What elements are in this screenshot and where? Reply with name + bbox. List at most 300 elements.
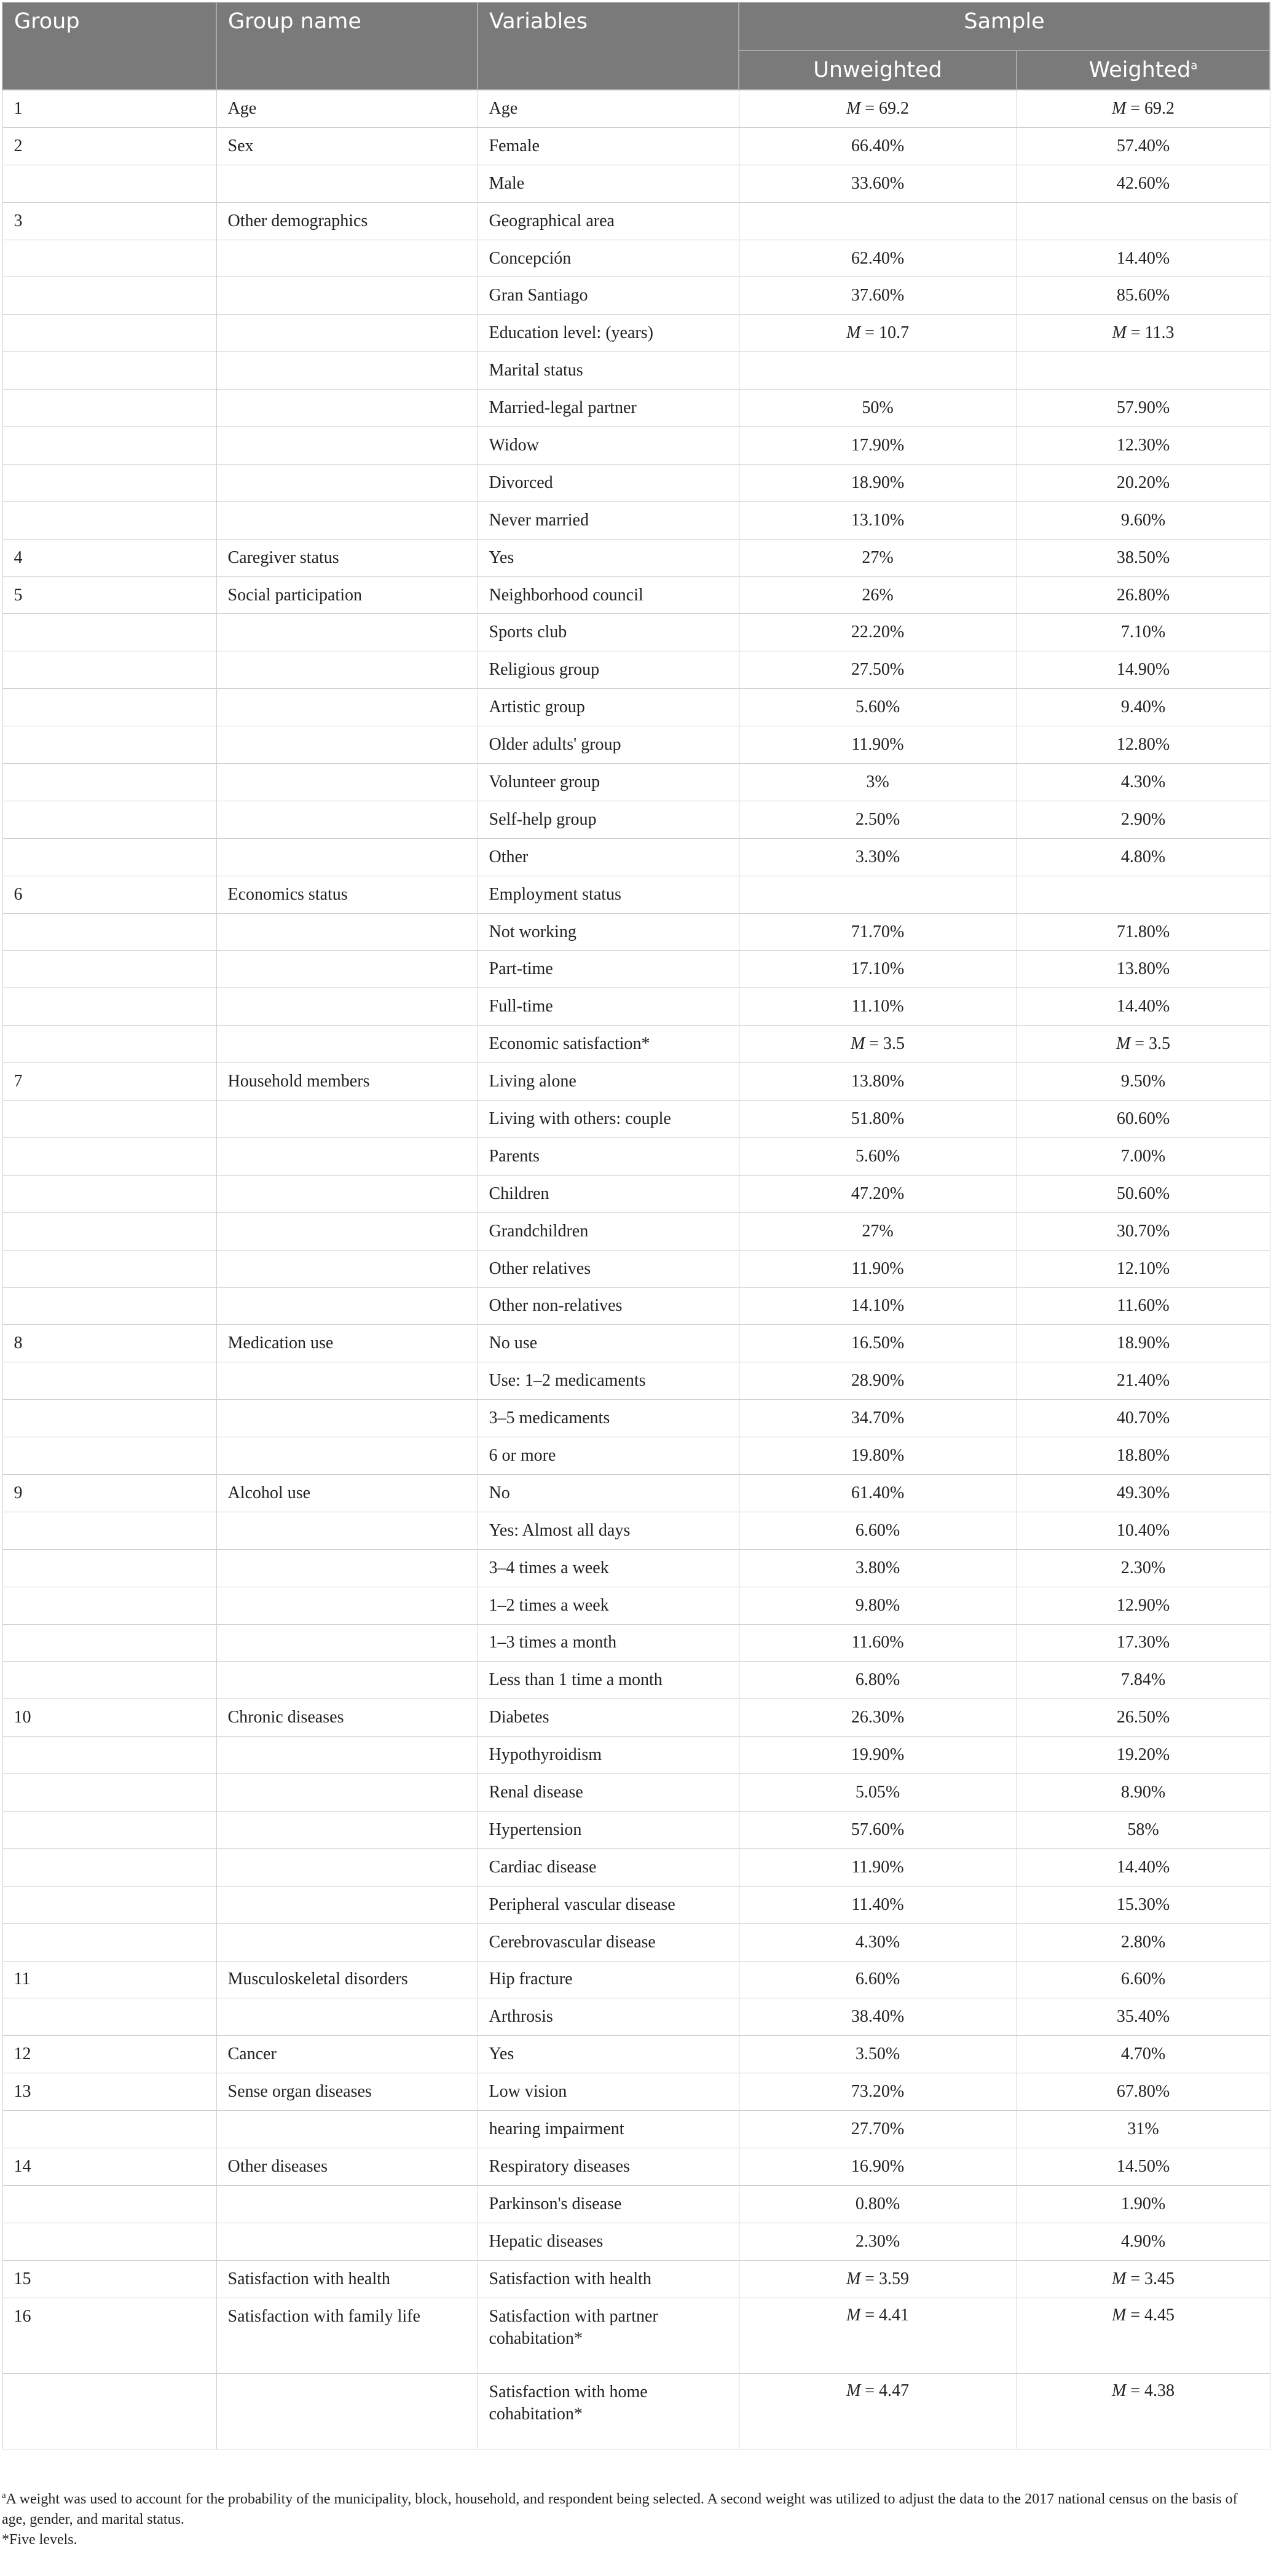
cell-variable: Divorced [478, 464, 739, 501]
cell-weighted: 13.80% [1017, 951, 1270, 988]
cell-group [2, 2111, 216, 2148]
cell-weighted: 14.40% [1017, 988, 1270, 1026]
table-row [2, 501, 1270, 539]
cell-group: 3 [2, 202, 216, 240]
cell-group [2, 1175, 216, 1212]
sample-table [2, 2, 1270, 2449]
table-row [2, 2373, 1270, 2449]
cell-group [2, 913, 216, 951]
table-row [2, 1998, 1270, 2036]
cell-group [2, 1362, 216, 1400]
table-row [2, 202, 1270, 240]
cell-group [2, 988, 216, 1026]
cell-unweighted: 13.80% [739, 1063, 1017, 1101]
cell-unweighted: 2.50% [739, 801, 1017, 838]
cell-variable: Parents [478, 1137, 739, 1175]
table-row [2, 689, 1270, 726]
cell-group-name [216, 1512, 478, 1549]
table-row [2, 801, 1270, 838]
cell-group-name: Economics status [216, 876, 478, 913]
cell-variable: Children [478, 1175, 739, 1212]
cell-group-name [216, 1212, 478, 1250]
cell-weighted: 60.60% [1017, 1101, 1270, 1138]
table-row [2, 127, 1270, 165]
table-row [2, 1737, 1270, 1774]
cell-unweighted: 28.90% [739, 1362, 1017, 1400]
table-row [2, 315, 1270, 352]
cell-group [2, 165, 216, 202]
cell-group-name [216, 1250, 478, 1287]
table-row [2, 165, 1270, 202]
cell-weighted: 71.80% [1017, 913, 1270, 951]
cell-unweighted: 13.10% [739, 501, 1017, 539]
cell-variable: Self-help group [478, 801, 739, 838]
cell-unweighted: 11.10% [739, 988, 1017, 1026]
cell-unweighted: 5.60% [739, 1137, 1017, 1175]
cell-weighted: 57.40% [1017, 127, 1270, 165]
cell-group-name [216, 464, 478, 501]
cell-group: 2 [2, 127, 216, 165]
cell-weighted: 21.40% [1017, 1362, 1270, 1400]
cell-variable: Gran Santiago [478, 277, 739, 315]
cell-weighted: 17.30% [1017, 1624, 1270, 1662]
cell-group [2, 689, 216, 726]
cell-group-name [216, 2223, 478, 2260]
cell-group-name [216, 315, 478, 352]
cell-variable: 3–4 times a week [478, 1549, 739, 1587]
cell-unweighted: 3% [739, 764, 1017, 801]
cell-weighted: 2.90% [1017, 801, 1270, 838]
cell-group-name [216, 726, 478, 764]
cell-variable: No use [478, 1325, 739, 1362]
cell-weighted: 19.20% [1017, 1737, 1270, 1774]
cell-group-name [216, 427, 478, 465]
cell-group [2, 464, 216, 501]
cell-variable: Marital status [478, 352, 739, 390]
cell-group: 16 [2, 2298, 216, 2373]
header-variables: Variables [478, 2, 739, 90]
cell-unweighted: 26.30% [739, 1699, 1017, 1737]
cell-variable: Geographical area [478, 202, 739, 240]
table-row [2, 427, 1270, 465]
cell-variable: Yes [478, 539, 739, 576]
table-row [2, 988, 1270, 1026]
cell-group-name: Household members [216, 1063, 478, 1101]
cell-weighted: 14.90% [1017, 651, 1270, 689]
table-row [2, 1699, 1270, 1737]
cell-group-name: Satisfaction with health [216, 2260, 478, 2298]
cell-weighted: 30.70% [1017, 1212, 1270, 1250]
cell-group-name [216, 1811, 478, 1848]
table-row [2, 1886, 1270, 1923]
cell-unweighted: 27.50% [739, 651, 1017, 689]
cell-unweighted: 66.40% [739, 127, 1017, 165]
cell-group-name [216, 352, 478, 390]
footnote-a-text: A weight was used to account for the probability of the municipality, block, household, and respondent being selected. A second weight was utilized to adjust the data to the 2017 national census on the basis of age, gender, and marital status. [2, 2491, 1238, 2527]
table-row [2, 2185, 1270, 2223]
cell-group-name [216, 913, 478, 951]
cell-group [2, 427, 216, 465]
cell-group [2, 1400, 216, 1437]
cell-unweighted: 11.40% [739, 1886, 1017, 1923]
cell-weighted: 2.80% [1017, 1923, 1270, 1961]
table-row [2, 838, 1270, 876]
table-row [2, 2223, 1270, 2260]
cell-unweighted: 27% [739, 1212, 1017, 1250]
cell-unweighted: 18.90% [739, 464, 1017, 501]
cell-unweighted: 34.70% [739, 1400, 1017, 1437]
table-row [2, 876, 1270, 913]
cell-group [2, 1624, 216, 1662]
cell-group-name [216, 1886, 478, 1923]
cell-variable: Satisfaction with health [478, 2260, 739, 2298]
cell-group: 7 [2, 1063, 216, 1101]
cell-group: 15 [2, 2260, 216, 2298]
cell-group: 9 [2, 1474, 216, 1512]
cell-group-name: Other demographics [216, 202, 478, 240]
cell-group-name: Age [216, 90, 478, 127]
cell-unweighted: 16.50% [739, 1325, 1017, 1362]
cell-group-name [216, 1400, 478, 1437]
cell-unweighted: 11.90% [739, 726, 1017, 764]
cell-variable: Married-legal partner [478, 390, 739, 427]
cell-weighted [1017, 876, 1270, 913]
table-row [2, 1026, 1270, 1063]
cell-unweighted: 6.60% [739, 1961, 1017, 1998]
cell-group-name [216, 1026, 478, 1063]
cell-unweighted: 61.40% [739, 1474, 1017, 1512]
cell-weighted: 4.80% [1017, 838, 1270, 876]
cell-group [2, 1287, 216, 1325]
cell-group [2, 1587, 216, 1624]
cell-group [2, 1737, 216, 1774]
cell-variable: Yes [478, 2036, 739, 2073]
cell-group [2, 838, 216, 876]
cell-weighted: 4.30% [1017, 764, 1270, 801]
cell-group-name [216, 689, 478, 726]
cell-variable: Satisfaction with partner cohabitation* [478, 2298, 739, 2373]
cell-weighted: M = 4.38 [1017, 2373, 1270, 2449]
cell-unweighted: 3.50% [739, 2036, 1017, 2073]
cell-weighted: 49.30% [1017, 1474, 1270, 1512]
cell-weighted: 67.80% [1017, 2073, 1270, 2111]
header-group-name: Group name [216, 2, 478, 90]
table-row [2, 1287, 1270, 1325]
cell-variable: 3–5 medicaments [478, 1400, 739, 1437]
cell-variable: Other non-relatives [478, 1287, 739, 1325]
cell-group-name [216, 390, 478, 427]
cell-unweighted: M = 10.7 [739, 315, 1017, 352]
cell-group-name [216, 951, 478, 988]
table-row [2, 390, 1270, 427]
cell-group-name [216, 1175, 478, 1212]
cell-group: 11 [2, 1961, 216, 1998]
cell-variable: 6 or more [478, 1437, 739, 1475]
table-row [2, 2111, 1270, 2148]
cell-unweighted: 11.90% [739, 1848, 1017, 1886]
table-row [2, 951, 1270, 988]
table-row [2, 1362, 1270, 1400]
cell-group: 14 [2, 2148, 216, 2185]
cell-group-name [216, 1923, 478, 1961]
cell-group-name: Sex [216, 127, 478, 165]
cell-group [2, 651, 216, 689]
cell-unweighted: 57.60% [739, 1811, 1017, 1848]
table-row [2, 1175, 1270, 1212]
footnote-star: *Five levels. [2, 2532, 77, 2548]
cell-unweighted: M = 69.2 [739, 90, 1017, 127]
cell-group-name [216, 1137, 478, 1175]
table-row [2, 2073, 1270, 2111]
table-row [2, 576, 1270, 614]
cell-variable: Respiratory diseases [478, 2148, 739, 2185]
cell-group-name [216, 614, 478, 651]
cell-unweighted: 2.30% [739, 2223, 1017, 2260]
cell-unweighted: 38.40% [739, 1998, 1017, 2036]
table-row [2, 651, 1270, 689]
cell-group-name [216, 1774, 478, 1812]
cell-unweighted: 17.90% [739, 427, 1017, 465]
cell-variable: hearing impairment [478, 2111, 739, 2148]
cell-group [2, 1250, 216, 1287]
cell-unweighted: 16.90% [739, 2148, 1017, 2185]
cell-variable: Older adults' group [478, 726, 739, 764]
cell-variable: Male [478, 165, 739, 202]
cell-group-name [216, 1737, 478, 1774]
table-row [2, 1774, 1270, 1812]
cell-weighted: 4.90% [1017, 2223, 1270, 2260]
cell-group: 1 [2, 90, 216, 127]
cell-group: 4 [2, 539, 216, 576]
table-row [2, 90, 1270, 127]
cell-variable: Volunteer group [478, 764, 739, 801]
cell-weighted: 7.10% [1017, 614, 1270, 651]
cell-variable: Less than 1 time a month [478, 1662, 739, 1699]
cell-group: 5 [2, 576, 216, 614]
cell-group: 13 [2, 2073, 216, 2111]
cell-group-name [216, 240, 478, 277]
cell-variable: Economic satisfaction* [478, 1026, 739, 1063]
table-row [2, 1212, 1270, 1250]
cell-variable: Concepción [478, 240, 739, 277]
table-row [2, 1923, 1270, 1961]
cell-group [2, 1811, 216, 1848]
cell-weighted [1017, 202, 1270, 240]
cell-unweighted: M = 3.59 [739, 2260, 1017, 2298]
cell-group-name: Social participation [216, 576, 478, 614]
cell-variable: No [478, 1474, 739, 1512]
cell-weighted: 6.60% [1017, 1961, 1270, 1998]
cell-group [2, 764, 216, 801]
cell-weighted: 10.40% [1017, 1512, 1270, 1549]
footnote-a [2, 2486, 1256, 2530]
cell-group [2, 1886, 216, 1923]
cell-group [2, 2223, 216, 2260]
cell-unweighted: 73.20% [739, 2073, 1017, 2111]
cell-variable: Not working [478, 913, 739, 951]
cell-variable: Diabetes [478, 1699, 739, 1737]
cell-weighted: 14.40% [1017, 240, 1270, 277]
cell-unweighted: 6.60% [739, 1512, 1017, 1549]
table-row [2, 1811, 1270, 1848]
cell-group-name [216, 1848, 478, 1886]
header-group: Group [2, 2, 216, 90]
table-row [2, 539, 1270, 576]
cell-group [2, 2373, 216, 2449]
cell-group [2, 390, 216, 427]
cell-variable: Artistic group [478, 689, 739, 726]
header-weighted-footnote-mark: a [1190, 59, 1198, 73]
cell-unweighted: 37.60% [739, 277, 1017, 315]
cell-group [2, 1437, 216, 1475]
cell-variable: Peripheral vascular disease [478, 1886, 739, 1923]
cell-variable: Sports club [478, 614, 739, 651]
cell-unweighted: 22.20% [739, 614, 1017, 651]
cell-group: 12 [2, 2036, 216, 2073]
cell-group [2, 1137, 216, 1175]
table-row [2, 1662, 1270, 1699]
cell-variable: Cerebrovascular disease [478, 1923, 739, 1961]
cell-group [2, 726, 216, 764]
cell-group-name [216, 2185, 478, 2223]
cell-group-name: Satisfaction with family life [216, 2298, 478, 2373]
table-row [2, 2148, 1270, 2185]
cell-group-name [216, 501, 478, 539]
cell-weighted: 14.40% [1017, 1848, 1270, 1886]
cell-weighted: 18.80% [1017, 1437, 1270, 1475]
cell-variable: Cardiac disease [478, 1848, 739, 1886]
cell-group [2, 1101, 216, 1138]
cell-weighted: 9.60% [1017, 501, 1270, 539]
cell-group-name [216, 165, 478, 202]
cell-weighted: 38.50% [1017, 539, 1270, 576]
cell-group [2, 501, 216, 539]
table-row [2, 240, 1270, 277]
cell-group-name [216, 1287, 478, 1325]
cell-unweighted: 6.80% [739, 1662, 1017, 1699]
table-row [2, 1137, 1270, 1175]
table-row [2, 2260, 1270, 2298]
cell-unweighted: 14.10% [739, 1287, 1017, 1325]
table-row [2, 1474, 1270, 1512]
cell-unweighted: 51.80% [739, 1101, 1017, 1138]
cell-variable: Satisfaction with home cohabitation* [478, 2373, 739, 2449]
cell-group [2, 1212, 216, 1250]
cell-group [2, 1998, 216, 2036]
cell-group [2, 2185, 216, 2223]
table-row [2, 1624, 1270, 1662]
cell-group-name: Cancer [216, 2036, 478, 2073]
cell-group [2, 1512, 216, 1549]
header-weighted-label: Weighted [1088, 58, 1191, 82]
cell-weighted: 35.40% [1017, 1998, 1270, 2036]
cell-variable: Use: 1–2 medicaments [478, 1362, 739, 1400]
table-body [2, 90, 1270, 2449]
cell-variable: Full-time [478, 988, 739, 1026]
table-row [2, 2298, 1270, 2373]
cell-unweighted: 33.60% [739, 165, 1017, 202]
cell-unweighted: 62.40% [739, 240, 1017, 277]
cell-unweighted: M = 3.5 [739, 1026, 1017, 1063]
cell-unweighted: 4.30% [739, 1923, 1017, 1961]
cell-variable: Yes: Almost all days [478, 1512, 739, 1549]
cell-weighted: 4.70% [1017, 2036, 1270, 2073]
cell-group-name [216, 1437, 478, 1475]
table-row [2, 1587, 1270, 1624]
cell-group [2, 1774, 216, 1812]
cell-weighted: 31% [1017, 2111, 1270, 2148]
table-row [2, 1101, 1270, 1138]
cell-group-name: Musculoskeletal disorders [216, 1961, 478, 1998]
cell-unweighted: 71.70% [739, 913, 1017, 951]
cell-variable: Hip fracture [478, 1961, 739, 1998]
cell-group-name [216, 1662, 478, 1699]
cell-unweighted: 26% [739, 576, 1017, 614]
cell-variable: 1–3 times a month [478, 1624, 739, 1662]
table-footnotes [2, 2486, 1256, 2550]
cell-weighted: 14.50% [1017, 2148, 1270, 2185]
table-row [2, 726, 1270, 764]
cell-weighted: M = 4.45 [1017, 2298, 1270, 2373]
cell-variable: Arthrosis [478, 1998, 739, 2036]
cell-variable: Religious group [478, 651, 739, 689]
table-row [2, 464, 1270, 501]
cell-group [2, 1923, 216, 1961]
cell-group [2, 240, 216, 277]
cell-group-name [216, 1587, 478, 1624]
table-row [2, 1325, 1270, 1362]
cell-group-name [216, 1362, 478, 1400]
cell-weighted: M = 69.2 [1017, 90, 1270, 127]
cell-variable: Widow [478, 427, 739, 465]
cell-group-name [216, 1101, 478, 1138]
cell-variable: Never married [478, 501, 739, 539]
cell-weighted: 50.60% [1017, 1175, 1270, 1212]
cell-variable: Part-time [478, 951, 739, 988]
cell-weighted: 7.00% [1017, 1137, 1270, 1175]
table-row [2, 1549, 1270, 1587]
cell-group-name: Sense organ diseases [216, 2073, 478, 2111]
table-row [2, 2036, 1270, 2073]
cell-group-name [216, 764, 478, 801]
cell-unweighted: 19.90% [739, 1737, 1017, 1774]
cell-weighted: 26.50% [1017, 1699, 1270, 1737]
cell-group: 6 [2, 876, 216, 913]
cell-unweighted: 5.60% [739, 689, 1017, 726]
cell-variable: Hepatic diseases [478, 2223, 739, 2260]
cell-variable: Living with others: couple [478, 1101, 739, 1138]
table-row [2, 1848, 1270, 1886]
cell-weighted: 2.30% [1017, 1549, 1270, 1587]
cell-weighted: 57.90% [1017, 390, 1270, 427]
cell-weighted: M = 3.45 [1017, 2260, 1270, 2298]
cell-variable: Other relatives [478, 1250, 739, 1287]
table-header [2, 2, 1270, 90]
table-row [2, 614, 1270, 651]
cell-group-name [216, 2373, 478, 2449]
cell-group-name [216, 1998, 478, 2036]
cell-weighted: 9.40% [1017, 689, 1270, 726]
cell-group-name: Medication use [216, 1325, 478, 1362]
cell-group-name: Other diseases [216, 2148, 478, 2185]
cell-group-name [216, 838, 478, 876]
cell-weighted: 12.90% [1017, 1587, 1270, 1624]
cell-unweighted [739, 876, 1017, 913]
cell-group: 8 [2, 1325, 216, 1362]
cell-unweighted: 47.20% [739, 1175, 1017, 1212]
cell-weighted: 40.70% [1017, 1400, 1270, 1437]
cell-unweighted: 50% [739, 390, 1017, 427]
